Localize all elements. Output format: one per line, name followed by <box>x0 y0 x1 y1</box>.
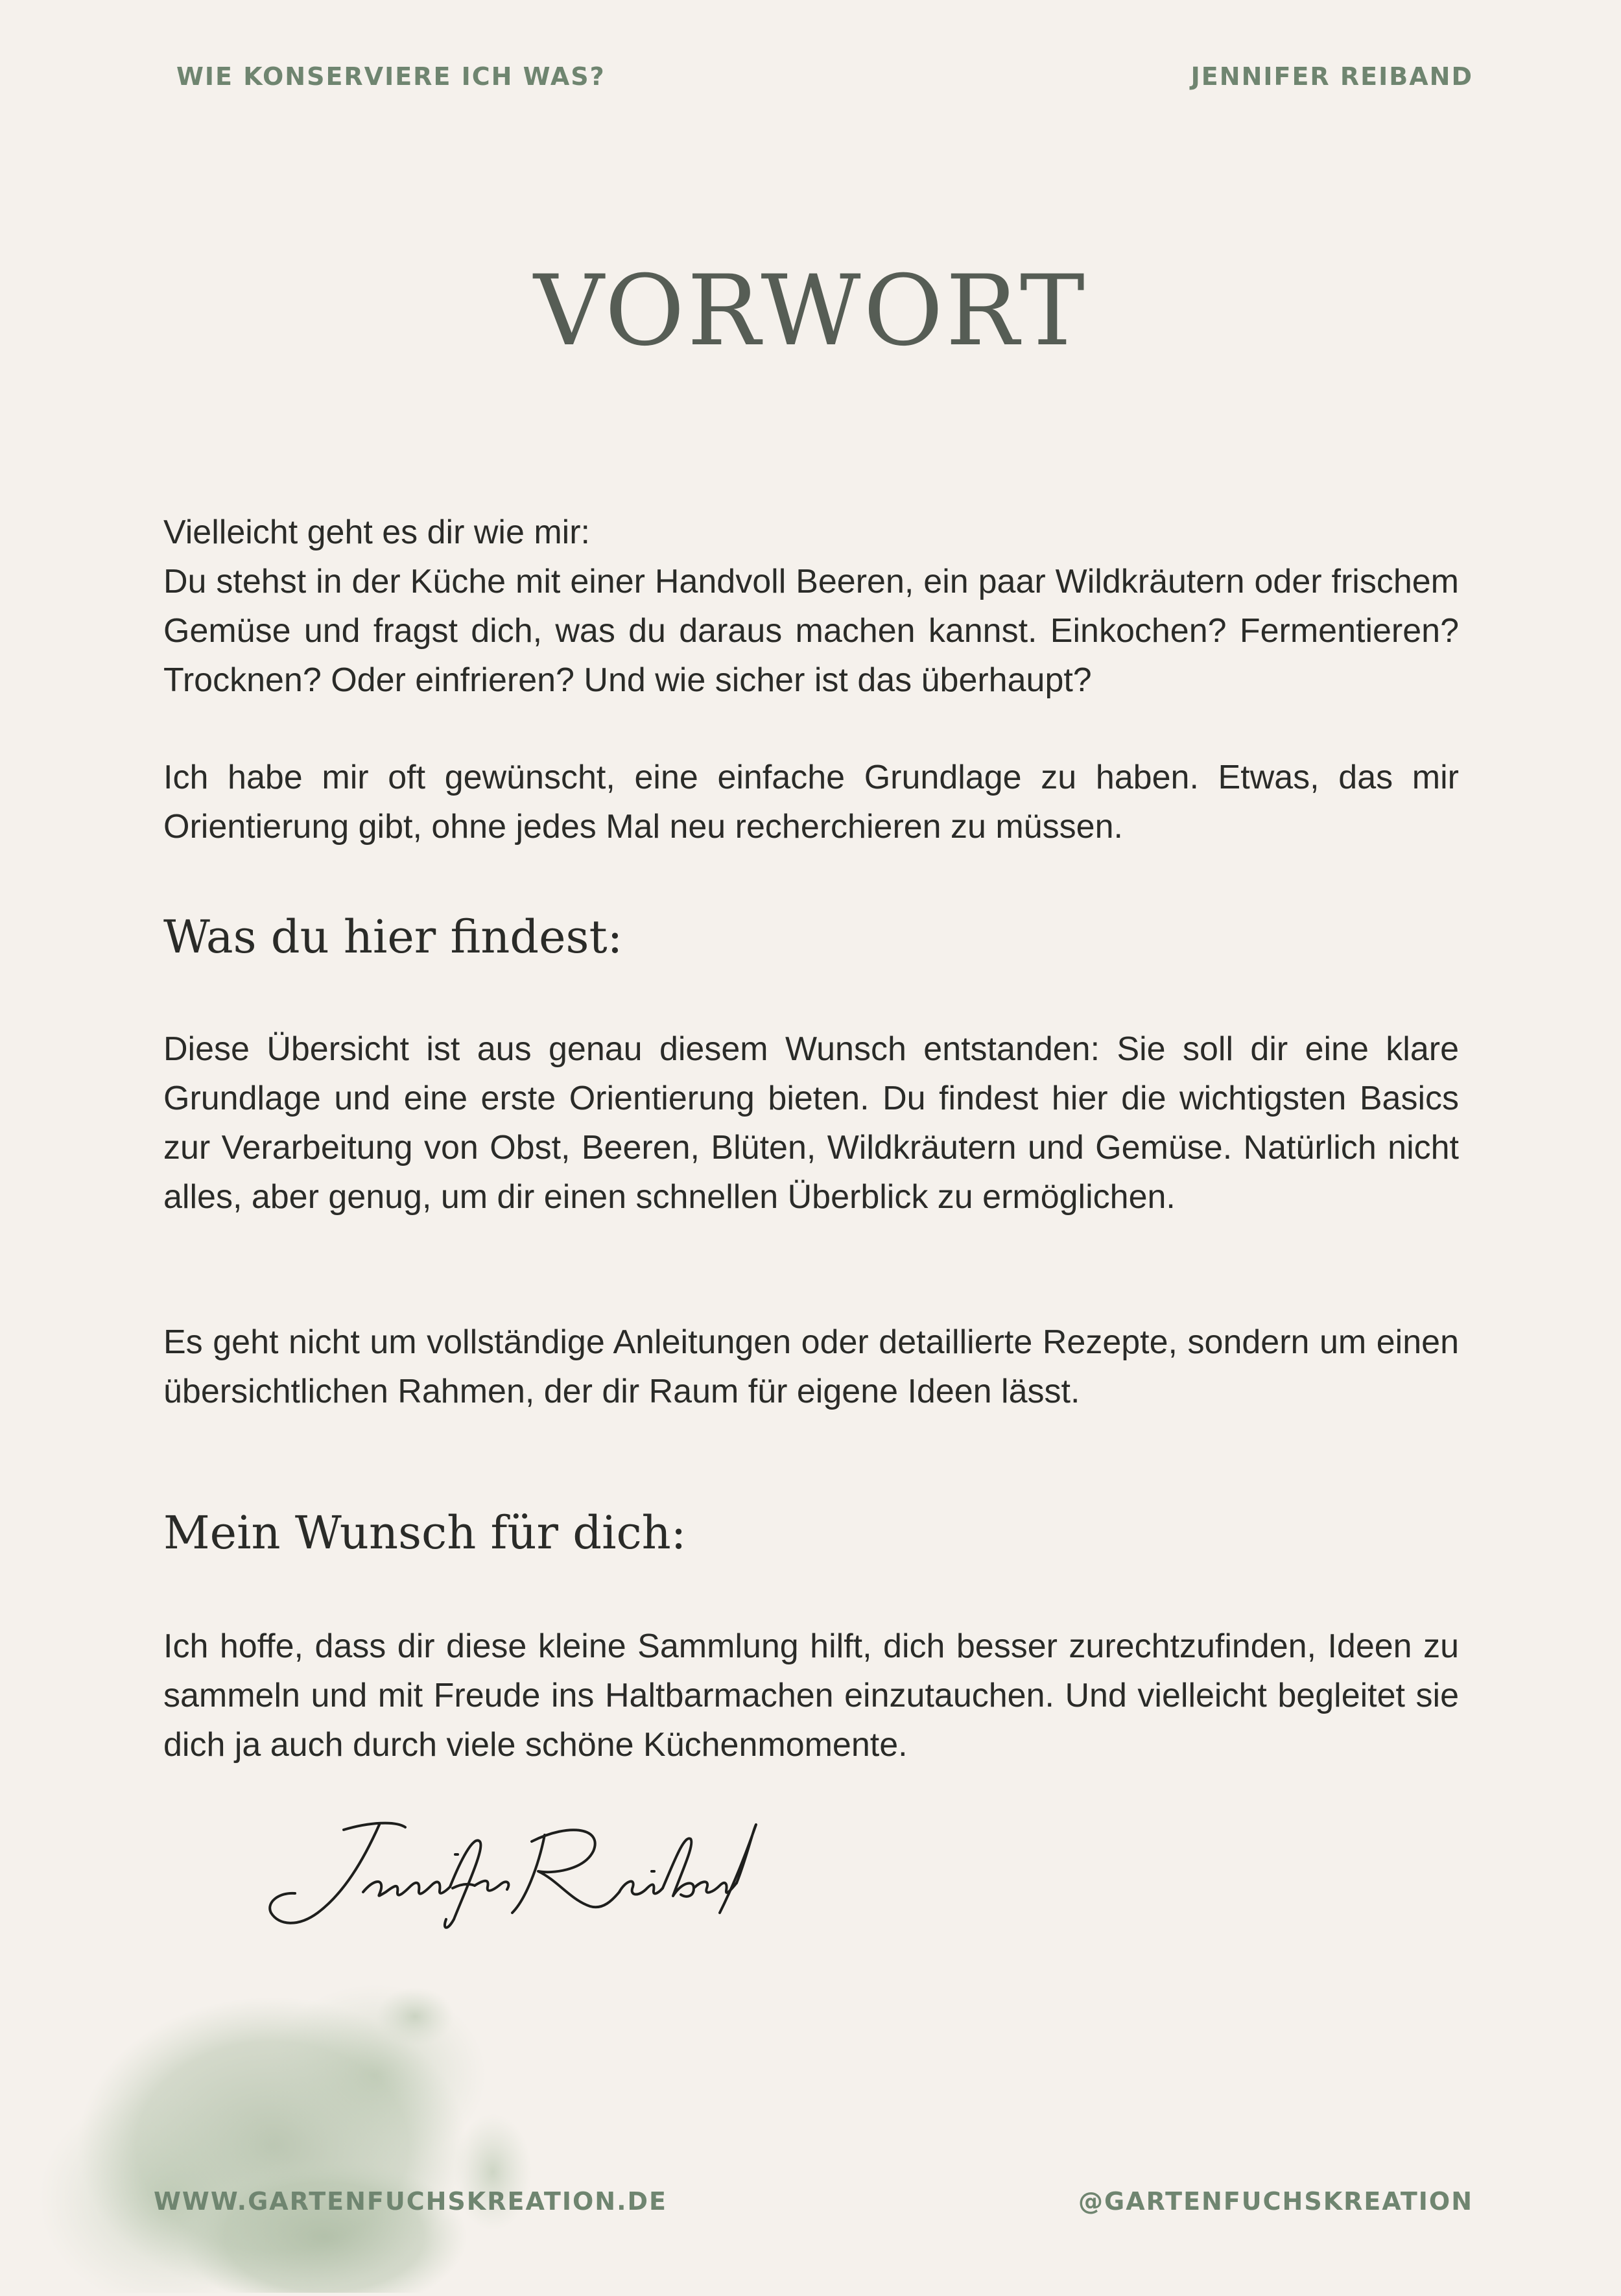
header-author: JENNIFER REIBAND <box>1190 62 1473 91</box>
intro-line-1: Vielleicht geht es dir wie mir: <box>163 514 590 551</box>
found-paragraph-1-text: Diese Übersicht ist aus genau diesem Wunsch entstanden: Sie soll dir eine klare Grundlage und eine erste Orientierung bieten. Du findest hier die wichtigsten Basics zur Verarbeitung von Obst, Beeren, Blüten, Wildkräutern und Gemüse. Natürlich nicht alles, aber genug, um dir einen schnellen Überblick zu ermöglichen. <box>163 1030 1459 1216</box>
found-paragraph-1 <box>163 1024 1459 1222</box>
intro-line-2: Du stehst in der Küche mit einer Handvoll Beeren, ein paar Wildkräutern oder frischem Gemüse und fragst dich, was du daraus machen kannst. Einkochen? Fermentieren? Trocknen? Oder einfrieren? Und wie sicher ist das überhaupt? <box>163 563 1459 699</box>
footer-website-link[interactable]: WWW.GARTENFUCHSKREATION.DE <box>154 2187 668 2216</box>
wish-paragraph <box>163 1622 1459 1769</box>
header-left-title: WIE KONSERVIERE ICH WAS? <box>176 62 606 91</box>
watercolor-stain-decoration <box>39 1978 558 2296</box>
footer-social-handle[interactable]: @GARTENFUCHSKREATION <box>1078 2187 1473 2216</box>
watercolor-stain-icon <box>39 1978 558 2293</box>
found-paragraph-2-text: Es geht nicht um vollständige Anleitungen oder detaillierte Rezepte, sondern um einen übersichtlichen Rahmen, der dir Raum für eigene Ideen lässt. <box>163 1323 1459 1410</box>
found-paragraph-2 <box>163 1318 1459 1416</box>
signature <box>266 1816 759 1935</box>
signature-icon <box>266 1816 759 1932</box>
page-title: VORWORT <box>534 255 1087 368</box>
intro-paragraph-2 <box>163 753 1459 851</box>
intro-paragraph <box>163 508 1459 705</box>
section-heading-wish: Mein Wunsch für dich: <box>163 1506 687 1559</box>
section-heading-found: Was du hier findest: <box>163 910 623 964</box>
intro-paragraph-2-text: Ich habe mir oft gewünscht, eine einfache Grundlage zu haben. Etwas, das mir Orientierung gibt, ohne jedes Mal neu recherchieren zu müssen. <box>163 759 1459 846</box>
wish-paragraph-text: Ich hoffe, dass dir diese kleine Sammlung hilft, dich besser zurechtzufinden, Ideen zu sammeln und mit Freude ins Haltbarmachen einzutauchen. Und vielleicht begleitet sie dich ja auch durch viele schöne Küchenmomente. <box>163 1627 1459 1764</box>
